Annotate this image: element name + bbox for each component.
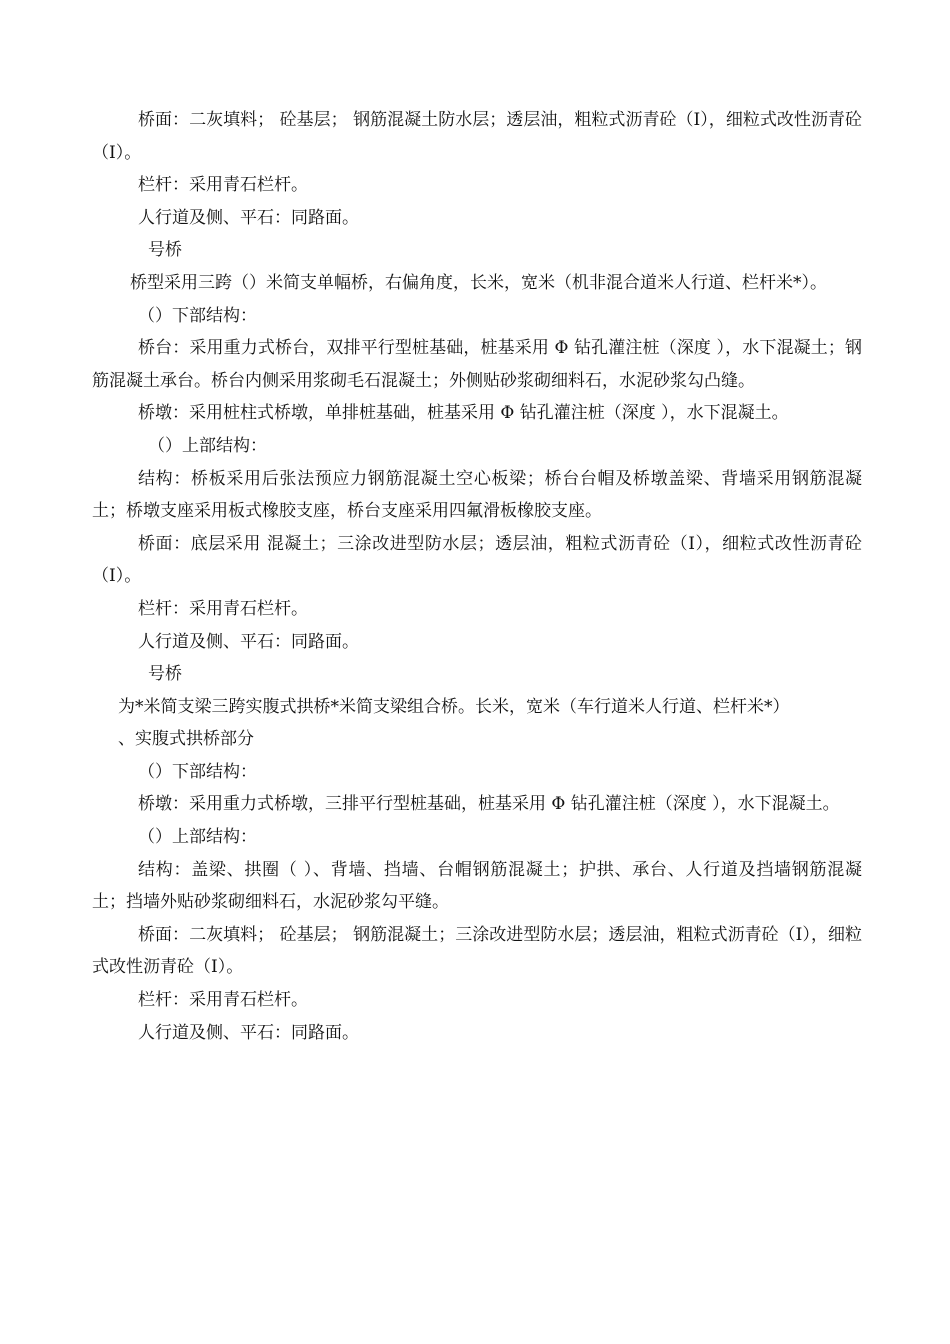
paragraph-bridge-type: 桥型采用三跨（）米简支单幅桥，右偏角度，长米，宽米（机非混合道米人行道、栏杆米*）。 xyxy=(130,272,827,293)
bridge-heading-1: 号桥 xyxy=(148,240,182,261)
paragraph-deck-2: 桥面：底层采用 混凝土；三涂改进型防水层；透层油，粗粒式沥青砼（Ⅰ），细粒式改性沥青砼（Ⅰ）。 xyxy=(92,533,862,587)
paragraph-arch-section-heading: 、实腹式拱桥部分 xyxy=(118,729,254,750)
paragraph-substructure-heading-1: （）下部结构： xyxy=(138,305,257,326)
paragraph-abutment: 桥台：采用重力式桥台，双排平行型桩基础，桩基采用 Φ 钻孔灌注桩（深度 ），水下混凝土；钢筋混凝土承台。桥台内侧采用浆砌毛石混凝土；外侧贴砂浆砌细料石，水泥砂浆勾凸缝。 xyxy=(92,338,862,391)
paragraph-bridge-description: 为*米简支梁三跨实腹式拱桥*米简支梁组合桥。长米，宽米（车行道米人行道、栏杆米*） xyxy=(118,696,790,717)
paragraph-sidewalk-2: 人行道及侧、平石：同路面。 xyxy=(138,631,359,652)
paragraph-superstructure-heading-2: （）上部结构： xyxy=(138,827,257,848)
paragraph-pier-1: 桥墩：采用桩柱式桥墩，单排桩基础，桩基采用 Φ 钻孔灌注桩（深度 ），水下混凝土。 xyxy=(138,403,789,424)
paragraph-railing-3: 栏杆：采用青石栏杆。 xyxy=(138,990,308,1011)
paragraph-structure-2: 结构：盖梁、拱圈（ ）、背墙、挡墙、台帽钢筋混凝土；护拱、承台、人行道及挡墙钢筋混凝土；挡墙外贴砂浆砌细料石，水泥砂浆勾平缝。 xyxy=(92,859,862,913)
bridge-heading-2: 号桥 xyxy=(148,664,182,685)
paragraph-deck-3: 桥面：二灰填料； 砼基层； 钢筋混凝土；三涂改进型防水层；透层油，粗粒式沥青砼（Ⅰ），细粒式改性沥青砼（Ⅰ）。 xyxy=(92,924,862,978)
paragraph-sidewalk-1: 人行道及侧、平石：同路面。 xyxy=(138,207,359,228)
document-page xyxy=(92,104,862,1049)
paragraph-sidewalk-3: 人行道及侧、平石：同路面。 xyxy=(138,1022,359,1043)
paragraph-railing-2: 栏杆：采用青石栏杆。 xyxy=(138,598,308,619)
paragraph-pier-2: 桥墩：采用重力式桥墩，三排平行型桩基础，桩基采用 Φ 钻孔灌注桩（深度 ），水下混凝土。 xyxy=(138,794,840,815)
paragraph-superstructure-heading-1: （）上部结构： xyxy=(148,435,267,456)
paragraph-deck-1: 桥面：二灰填料； 砼基层； 钢筋混凝土防水层；透层油，粗粒式沥青砼（Ⅰ），细粒式改性沥青砼（Ⅰ）。 xyxy=(92,110,862,163)
paragraph-railing-1: 栏杆：采用青石栏杆。 xyxy=(138,175,308,196)
paragraph-substructure-heading-2: （）下部结构： xyxy=(138,761,257,782)
paragraph-structure-1: 结构：桥板采用后张法预应力钢筋混凝土空心板梁；桥台台帽及桥墩盖梁、背墙采用钢筋混凝土；桥墩支座采用板式橡胶支座，桥台支座采用四氟滑板橡胶支座。 xyxy=(92,468,862,522)
